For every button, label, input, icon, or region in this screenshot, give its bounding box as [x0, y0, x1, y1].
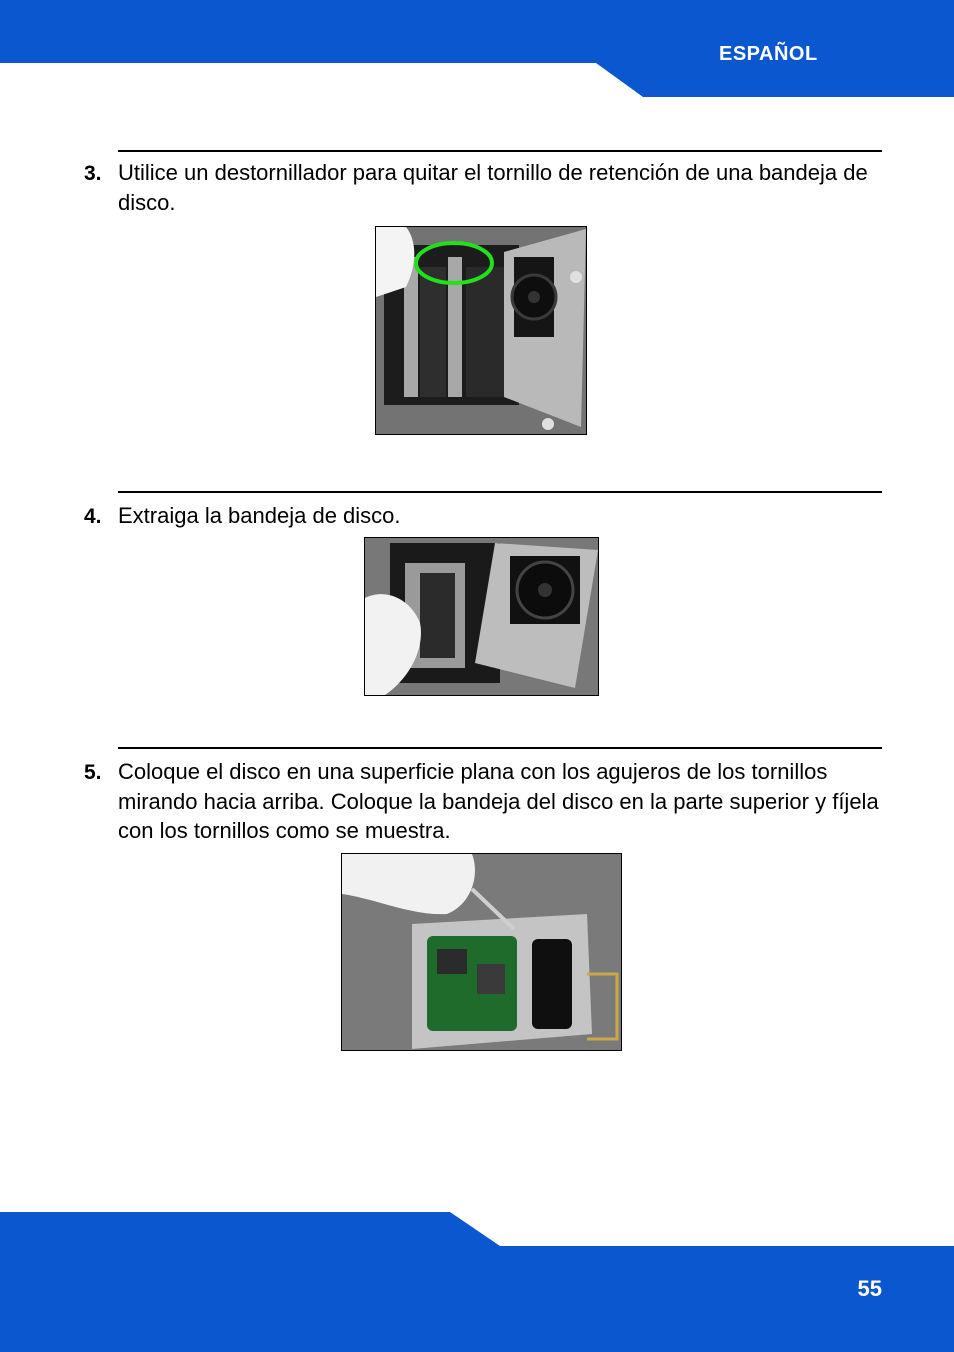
section-divider [118, 491, 882, 493]
section-divider [118, 747, 882, 749]
step-number: 4. [84, 505, 102, 528]
step-text: Utilice un destornillador para quitar el tornillo de retención de una bandeja de disco. [118, 160, 868, 215]
step-number: 3. [84, 162, 102, 185]
footer-band [0, 1210, 954, 1352]
photo-extract-tray [364, 537, 599, 696]
section-divider [118, 150, 882, 152]
language-label: ESPAÑOL [719, 43, 818, 65]
step-text: Coloque el disco en una superficie plana con los agujeros de los tornillos mirando hacia arriba. Coloque la bandeja del disco en la parte superior y fíjela con los tornillos como se muestra. [118, 759, 879, 843]
step-text: Extraiga la bandeja de disco. [118, 503, 401, 528]
page-number: 55 [857, 1276, 882, 1301]
photo-remove-screw [375, 226, 587, 435]
photo-attach-tray [341, 853, 622, 1051]
step-number: 5. [84, 761, 102, 784]
